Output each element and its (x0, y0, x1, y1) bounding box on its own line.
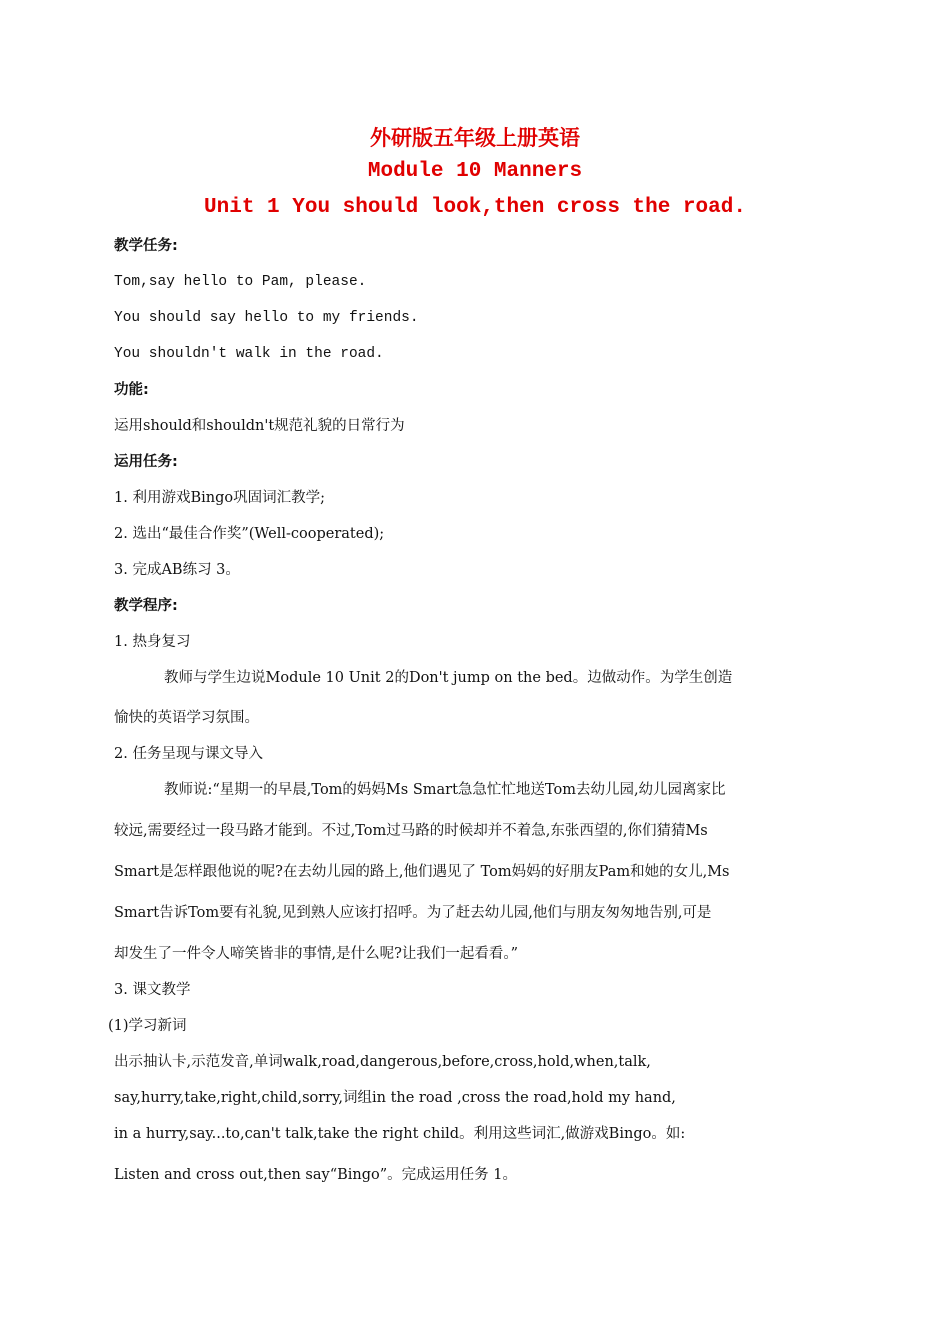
step3-title: 3. 课文教学 (114, 982, 191, 998)
step1-paragraph-line: 愉快的英语学习氛围。 (114, 710, 259, 726)
step3-paragraph-line: Listen and cross out,then say“Bingo”。完成运用任务 1。 (114, 1167, 517, 1183)
apply-heading: 运用任务: (114, 454, 178, 470)
step2-paragraph-line: 教师说:“星期一的早晨,Tom的妈妈Ms Smart急急忙忙地送Tom去幼儿园,幼儿园离家比 (164, 782, 726, 798)
step3-paragraph-line: say,hurry,take,right,child,sorry,词组in the road ,cross the road,hold my hand, (114, 1090, 676, 1106)
step3-paragraph-line: in a hurry,say...to,can't talk,take the right child。利用这些词汇,做游戏Bingo。如: (114, 1126, 686, 1142)
step2-paragraph-line: 较远,需要经过一段马路才能到。不过,Tom过马路的时候却并不着急,东张西望的,你们猜猜Ms (114, 823, 708, 839)
sentence-line: You should say hello to my friends. (114, 310, 419, 326)
sentence-line: You shouldn't walk in the road. (114, 346, 384, 362)
apply-item: 2. 选出“最佳合作奖”(Well-cooperated); (114, 526, 385, 542)
step2-title: 2. 任务呈现与课文导入 (114, 746, 263, 762)
step2-paragraph-line: Smart告诉Tom要有礼貌,见到熟人应该打招呼。为了赶去幼儿园,他们与朋友匆匆地告别,可是 (114, 905, 712, 921)
step1-title: 1. 热身复习 (114, 634, 191, 650)
module-title: Module 10 Manners (367, 160, 583, 183)
sentence-line: Tom,say hello to Pam, please. (114, 274, 367, 290)
apply-item: 3. 完成AB练习 3。 (114, 562, 240, 578)
step1-paragraph-line: 教师与学生边说Module 10 Unit 2的Don't jump on the bed。边做动作。为学生创造 (164, 670, 733, 686)
unit-title: Unit 1 You should look,then cross the road. (204, 196, 746, 219)
step3-paragraph-line: 出示抽认卡,示范发音,单词walk,road,dangerous,before,cross,hold,when,talk, (114, 1054, 651, 1070)
step2-paragraph-line: 却发生了一件令人啼笑皆非的事情,是什么呢?让我们一起看看。” (114, 946, 519, 962)
step2-paragraph-line: Smart是怎样跟他说的呢?在去幼儿园的路上,他们遇见了 Tom妈妈的好朋友Pam和她的女儿,Ms (114, 864, 730, 880)
function-heading: 功能: (114, 382, 149, 398)
apply-item: 1. 利用游戏Bingo巩固词汇教学; (114, 490, 325, 506)
step3-subtitle: (1)学习新词 (108, 1018, 187, 1034)
function-text: 运用should和shouldn't规范礼貌的日常行为 (114, 418, 405, 434)
procedure-heading: 教学程序: (114, 598, 178, 614)
document-title: 外研版五年级上册英语 (370, 126, 580, 150)
teaching-task-heading: 教学任务: (114, 238, 178, 254)
